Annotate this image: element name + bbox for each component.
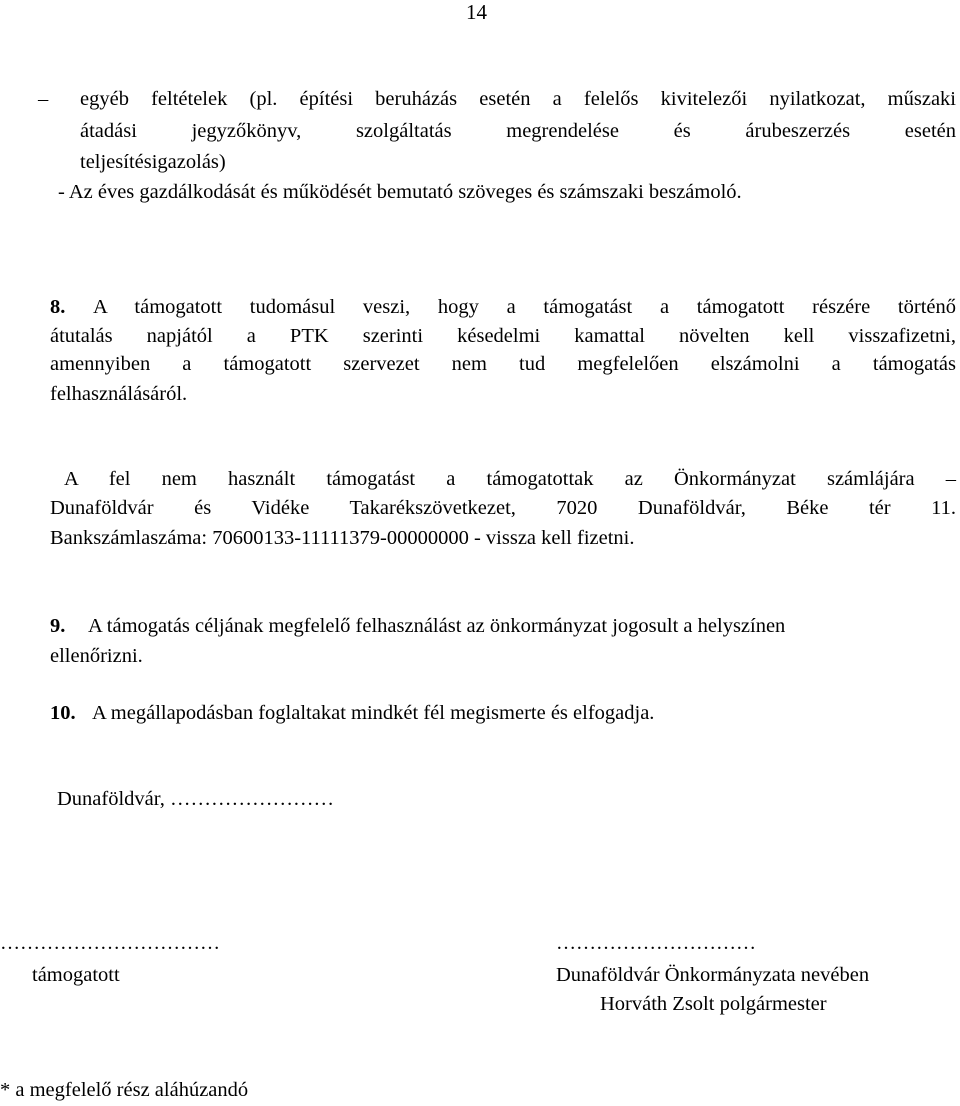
refund-line-3: Bankszámlaszáma: 70600133-11111379-00000000 - vissza kell fizetni. <box>50 527 635 549</box>
conditions-line-2: átadási jegyzőkönyv, szolgáltatás megrendelése és árubeszerzés esetén <box>80 120 956 142</box>
place-date-line: Dunaföldvár, …………………… <box>57 788 335 810</box>
conditions-line-1: egyéb feltételek (pl. építési beruházás esetén a felelős kivitelezői nyilatkozat, műszaki <box>80 88 956 110</box>
signature-right-label-1: Dunaföldvár Önkormányzata nevében <box>556 964 870 986</box>
section-9-number: 9. <box>50 615 66 637</box>
page-number: 14 <box>466 0 487 24</box>
section-8-line-3: amennyiben a támogatott szervezet nem tud megfelelően elszámolni a támogatás <box>50 353 956 375</box>
section-10-number: 10. <box>50 702 76 724</box>
conditions-line-4: - Az éves gazdálkodását és működését bemutató szöveges és számszaki beszámoló. <box>58 181 742 203</box>
section-9-line-2: ellenőrizni. <box>50 645 143 667</box>
signature-left-dots: …………………………… <box>0 932 220 954</box>
refund-line-2: Dunaföldvár és Vidéke Takarékszövetkezet, 7020 Dunaföldvár, Béke tér 11. <box>50 497 956 519</box>
section-8-line-1: A támogatott tudomásul veszi, hogy a támogatást a támogatott részére történő <box>93 296 956 318</box>
section-10-text: A megállapodásban foglaltakat mindkét fél megismerte és elfogadja. <box>92 702 655 724</box>
section-8-number: 8. <box>50 296 66 318</box>
signature-right-label-2: Horváth Zsolt polgármester <box>600 993 827 1015</box>
section-8-line-2: átutalás napjától a PTK szerinti késedelmi kamattal növelten kell visszafizetni, <box>50 325 956 347</box>
footnote: * a megfelelő rész aláhúzandó <box>0 1079 249 1101</box>
section-8-line-4: felhasználásáról. <box>50 383 188 405</box>
signature-right-dots: ………………………… <box>556 932 756 954</box>
refund-line-1: A fel nem használt támogatást a támogatottak az Önkormányzat számlájára – <box>64 468 956 490</box>
signature-left-label: támogatott <box>32 964 120 986</box>
conditions-dash: – <box>38 88 49 110</box>
conditions-line-3: teljesítésigazolás) <box>80 151 226 173</box>
section-9-line-1: A támogatás céljának megfelelő felhasználást az önkormányzat jogosult a helyszínen <box>88 615 786 637</box>
